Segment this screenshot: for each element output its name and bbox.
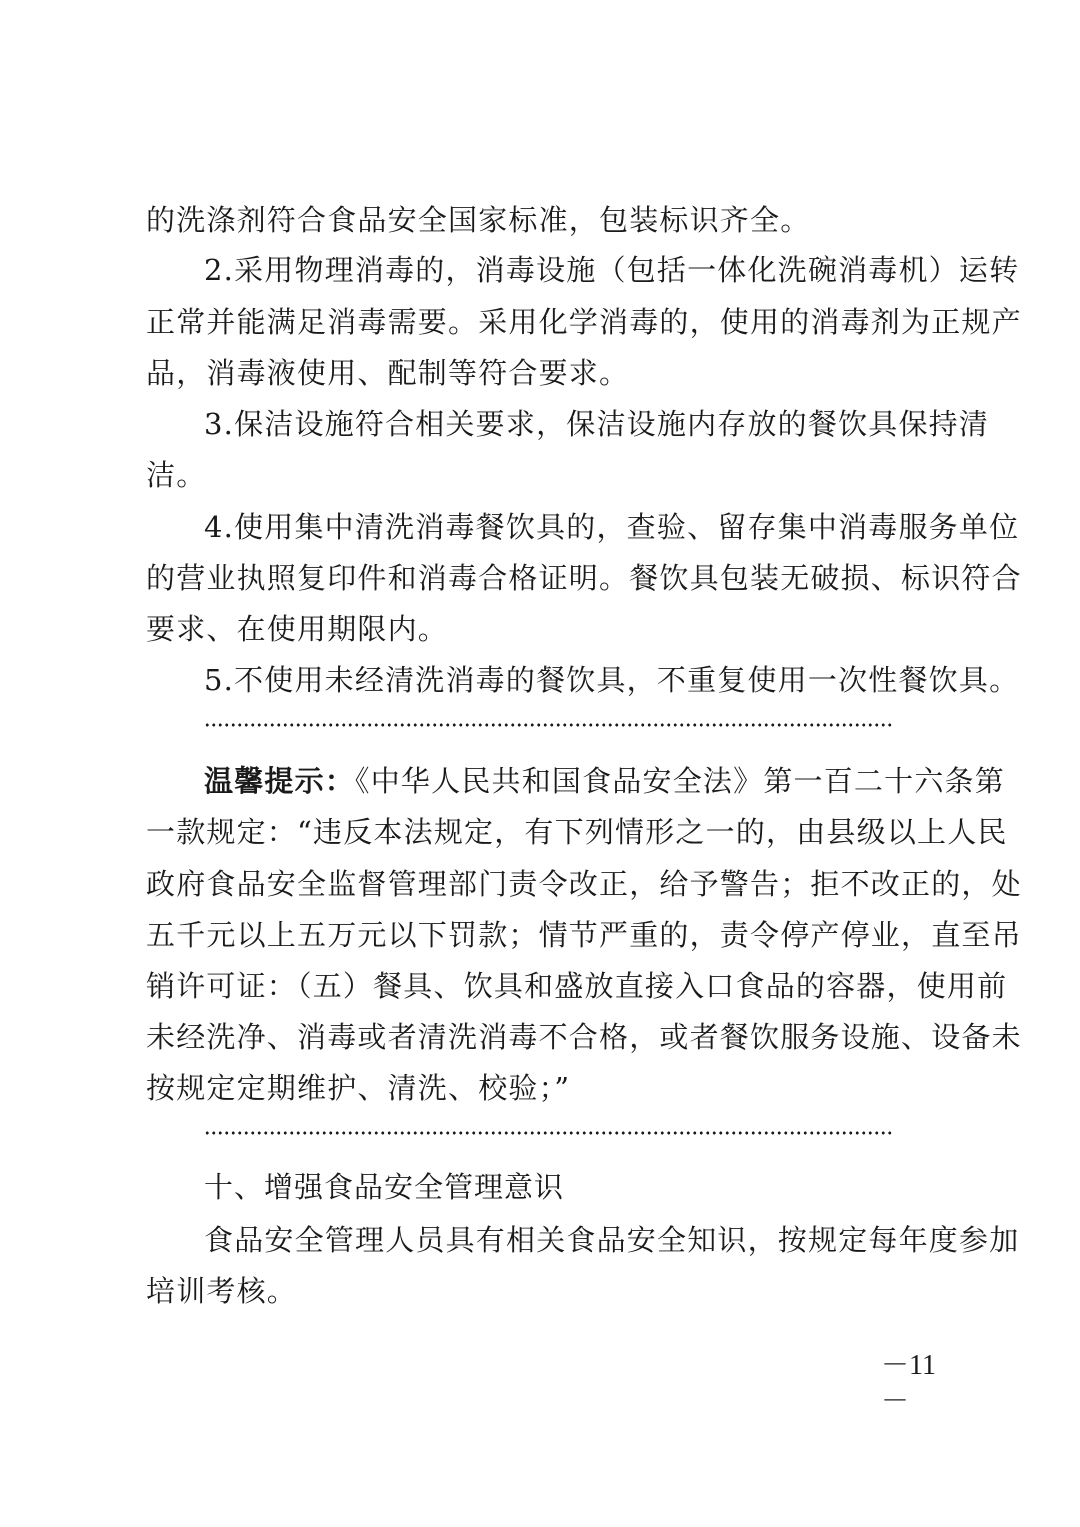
section-heading: 十、增强食品安全管理意识 — [204, 1170, 565, 1204]
page-number: －11－ — [881, 1350, 936, 1417]
text-line: 3.保洁设施符合相关要求，保洁设施内存放的餐饮具保持清 — [204, 407, 990, 441]
tip-label: 温馨提示： — [204, 764, 356, 798]
tip-line: 政府食品安全监督管理部门责令改正，给予警告；拒不改正的，处 — [146, 867, 1022, 901]
text-line: 培训考核。 — [146, 1274, 298, 1308]
tip-text: 《中华人民共和国食品安全法》第一百二十六条第 — [355, 764, 1005, 798]
tip-line: 一款规定：“违反本法规定，有下列情形之一的，由县级以上人民 — [146, 815, 1008, 849]
text-line: 4.使用集中清洗消毒餐饮具的，查验、留存集中消毒服务单位 — [204, 510, 1020, 544]
dotted-separator — [204, 722, 894, 728]
text-line: 洁。 — [146, 458, 207, 492]
document-page — [146, 0, 1022, 1527]
text-line: 要求、在使用期限内。 — [146, 612, 449, 646]
text-line: 食品安全管理人员具有相关食品安全知识，按规定每年度参加 — [204, 1223, 1020, 1257]
tip-line: 未经洗净、消毒或者清洗消毒不合格，或者餐饮服务设施、设备未 — [146, 1020, 1022, 1054]
text-line: 正常并能满足消毒需要。采用化学消毒的，使用的消毒剂为正规产 — [146, 305, 1022, 339]
tip-line: 五千元以上五万元以下罚款；情节严重的，责令停产停业，直至吊 — [146, 918, 1022, 952]
text-line: 5.不使用未经清洗消毒的餐饮具，不重复使用一次性餐饮具。 — [204, 663, 1020, 697]
text-line: 的营业执照复印件和消毒合格证明。餐饮具包装无破损、标识符合 — [146, 561, 1022, 595]
text-line: 品，消毒液使用、配制等符合要求。 — [146, 356, 630, 390]
tip-line: 按规定定期维护、清洗、校验；” — [146, 1071, 571, 1105]
tip-line: 销许可证：（五）餐具、饮具和盛放直接入口食品的容器，使用前 — [146, 969, 1008, 1003]
tip-first-line — [204, 761, 1005, 801]
text-line: 2.采用物理消毒的，消毒设施（包括一体化洗碗消毒机）运转 — [204, 253, 1020, 287]
dotted-separator — [204, 1130, 894, 1136]
text-line: 的洗涤剂符合食品安全国家标准，包装标识齐全。 — [146, 203, 811, 237]
